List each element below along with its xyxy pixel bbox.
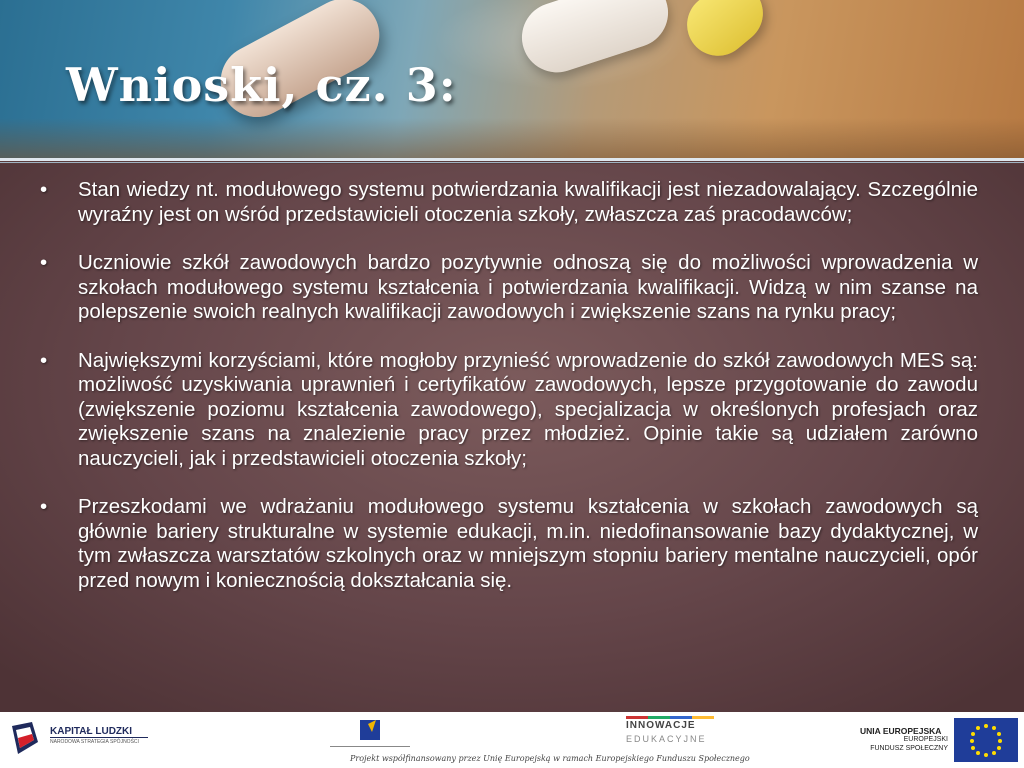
chalk-image: [674, 0, 775, 68]
innowacje-sub: EDUKACYJNE: [626, 734, 707, 744]
bullet-item: [38, 178, 978, 227]
bullet-text: Przeszkodami we wdrażaniu modułowego systemu kształcenia w szkołach zawodowych są głównie bariery strukturalne w systemie edukacji, m.in. niedofinansowanie bazy dydaktycznej, w tym zwłaszcza warsztatów szkolnych oraz w mniejszym stopniu bariery mentalne nauczycieli, opór przed nowym i koniecznością dokształcania się.: [78, 495, 978, 592]
slide-title: Wnioski, cz. 3:: [66, 58, 457, 112]
bullet-marker: •: [40, 251, 48, 274]
chalk-image: [513, 0, 677, 81]
bullet-text: Największymi korzyściami, które mogłoby przynieść wprowadzenie do szkół zawodowych MES są: możliwość uzyskiwania uprawnień i certyfikatów zawodowych, lepsze przygotowanie do zawodu (zwiększenie poziomu kształcenia zawodowego), specjalizacja w określonych profesjach oraz zwiększenie szans na znalezienie pracy przez młodzież. Opinie takie są udziałem zarówno nauczycieli, jak i przedstawicieli otoczenia szkoły;: [78, 348, 978, 470]
kapital-ludzki-logo-icon: [10, 720, 40, 758]
bullet-marker: •: [40, 348, 48, 372]
bullet-text: Stan wiedzy nt. modułowego systemu potwierdzania kwalifikacji jest niezadowalający. Szczególnie wyraźny jest on wśród przedstawicieli otoczenia szkoły, zwłaszcza zaś pracodawców;: [78, 178, 978, 226]
bullet-item: [38, 251, 978, 325]
bullet-item: [38, 349, 978, 472]
footer-logos: [0, 712, 1024, 768]
bullet-item: [38, 495, 978, 593]
bullet-marker: •: [40, 495, 48, 518]
innowacje-logo-icon: [626, 716, 714, 719]
eu-label: UNIA EUROPEJSKA: [860, 726, 942, 736]
bullet-list: [38, 178, 978, 617]
ministry-logo-icon: [330, 716, 410, 758]
header-divider: [0, 158, 1024, 161]
eu-fund-label: FUNDUSZ SPOŁECZNY: [870, 745, 948, 752]
bullet-text: Uczniowie szkół zawodowych bardzo pozytywnie odnoszą się do możliwości wprowadzenia w szkołach modułowego systemu kształcenia i potwierdzania kwalifikacji. Widzą w nim szanse na polepszenie swoich realnych kwalifikacji zawodowych i zwiększenie szans na rynku pracy;: [78, 251, 978, 323]
header-banner: [0, 0, 1024, 158]
footer-note: Projekt współfinansowany przez Unię Europejską w ramach Europejskiego Funduszu Społecznego: [350, 754, 750, 763]
eu-flag-icon: [954, 718, 1018, 762]
kapital-ludzki-sub: NARODOWA STRATEGIA SPÓJNOŚCI: [50, 739, 139, 745]
kapital-ludzki-label: KAPITAŁ LUDZKI: [50, 726, 133, 737]
innowacje-label: INNOWACJE: [626, 720, 696, 731]
bullet-marker: •: [40, 178, 48, 201]
eu-fund-label: EUROPEJSKI: [903, 736, 948, 743]
divider: [50, 737, 148, 738]
header-divider: [0, 162, 1024, 163]
board-ledge: [0, 118, 1024, 158]
